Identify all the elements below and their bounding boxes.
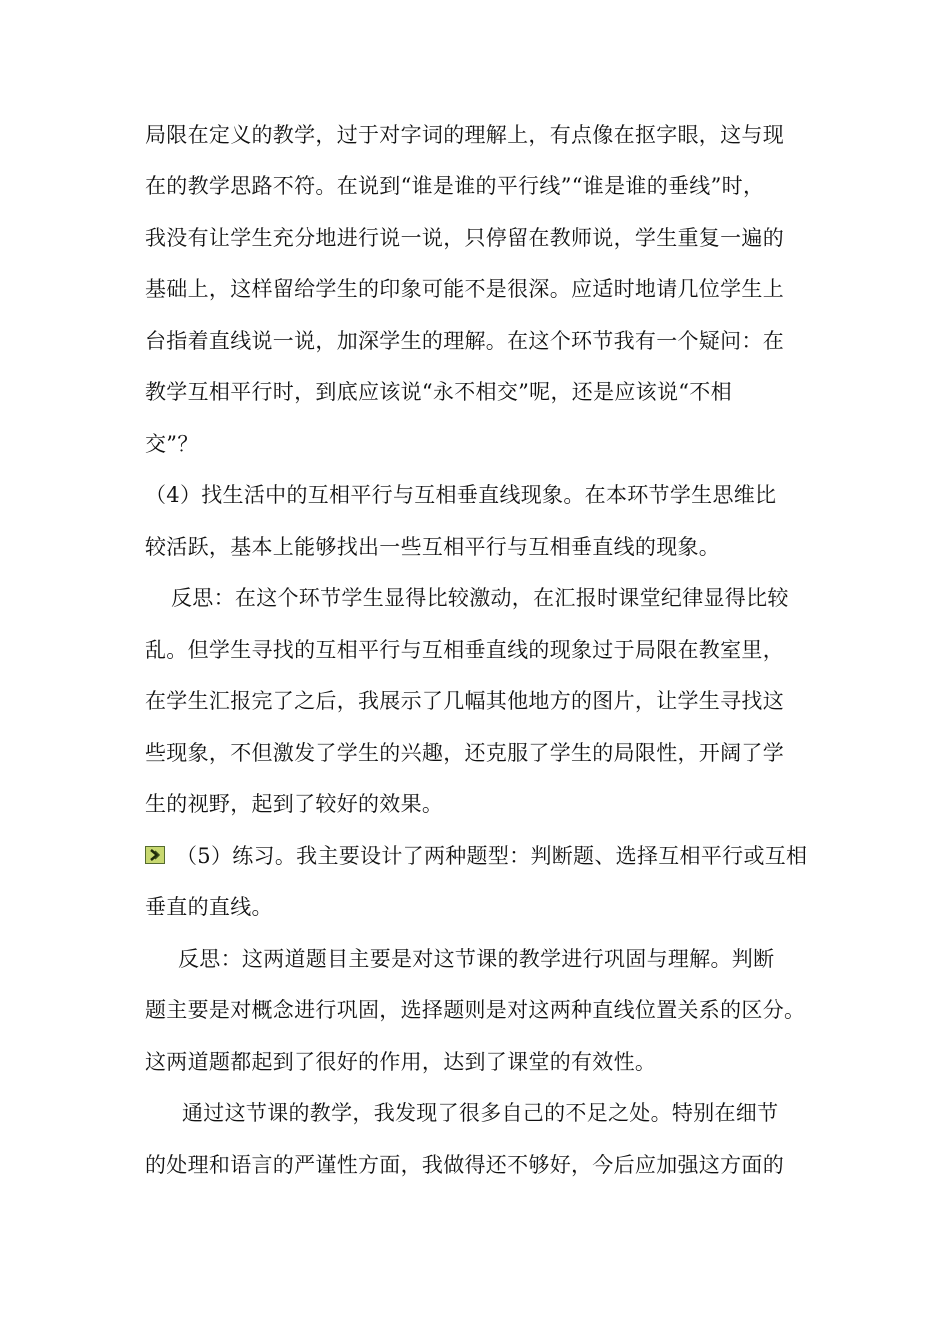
paragraph-line: 这两道题都起到了很好的作用，达到了课堂的有效性。 (145, 1050, 657, 1074)
paragraph-line: 题主要是对概念进行巩固，选择题则是对这两种直线位置关系的区分。 (145, 998, 806, 1022)
paragraph-line: 的处理和语言的严谨性方面，我做得还不够好，今后应加强这方面的 (145, 1153, 784, 1177)
paragraph-line: 我没有让学生充分地进行说一说，只停留在教师说，学生重复一遍的 (145, 226, 784, 250)
paragraph-line: （5）练习。我主要设计了两种题型：判断题、选择互相平行或互相 (176, 844, 808, 868)
paragraph-line: 些现象，不但激发了学生的兴趣，还克服了学生的局限性，开阔了学 (145, 741, 784, 765)
comment-marker-icon[interactable] (145, 846, 165, 864)
paragraph-line: 反思：在这个环节学生显得比较激动，在汇报时课堂纪律显得比较 (171, 586, 789, 610)
paragraph-line: 教学互相平行时，到底应该说“永不相交”呢，还是应该说“不相 (145, 380, 732, 404)
paragraph-line: 基础上，这样留给学生的印象可能不是很深。应适时地请几位学生上 (145, 277, 784, 301)
paragraph-line: 在学生汇报完了之后，我展示了几幅其他地方的图片，让学生寻找这 (145, 689, 784, 713)
paragraph-line: 较活跃，基本上能够找出一些互相平行与互相垂直线的现象。 (145, 535, 721, 559)
paragraph-line: 在的教学思路不符。在说到“谁是谁的平行线”“谁是谁的垂线”时， (145, 174, 765, 198)
paragraph-line: 垂直的直线。 (145, 895, 273, 919)
paragraph-line: 通过这节课的教学，我发现了很多自己的不足之处。特别在细节 (182, 1101, 779, 1125)
paragraph-line: 反思：这两道题目主要是对这节课的教学进行巩固与理解。判断 (178, 947, 775, 971)
paragraph-line: 局限在定义的教学，过于对字词的理解上，有点像在抠字眼，这与现 (145, 123, 784, 147)
paragraph-line: 台指着直线说一说，加深学生的理解。在这个环节我有一个疑问：在 (145, 329, 784, 353)
paragraph-line: （4）找生活中的互相平行与互相垂直线现象。在本环节学生思维比 (145, 483, 777, 507)
paragraph-line: 乱。但学生寻找的互相平行与互相垂直线的现象过于局限在教室里， (145, 638, 784, 662)
paragraph-line: 交”？ (145, 432, 199, 456)
paragraph-line: 生的视野，起到了较好的效果。 (145, 792, 444, 816)
